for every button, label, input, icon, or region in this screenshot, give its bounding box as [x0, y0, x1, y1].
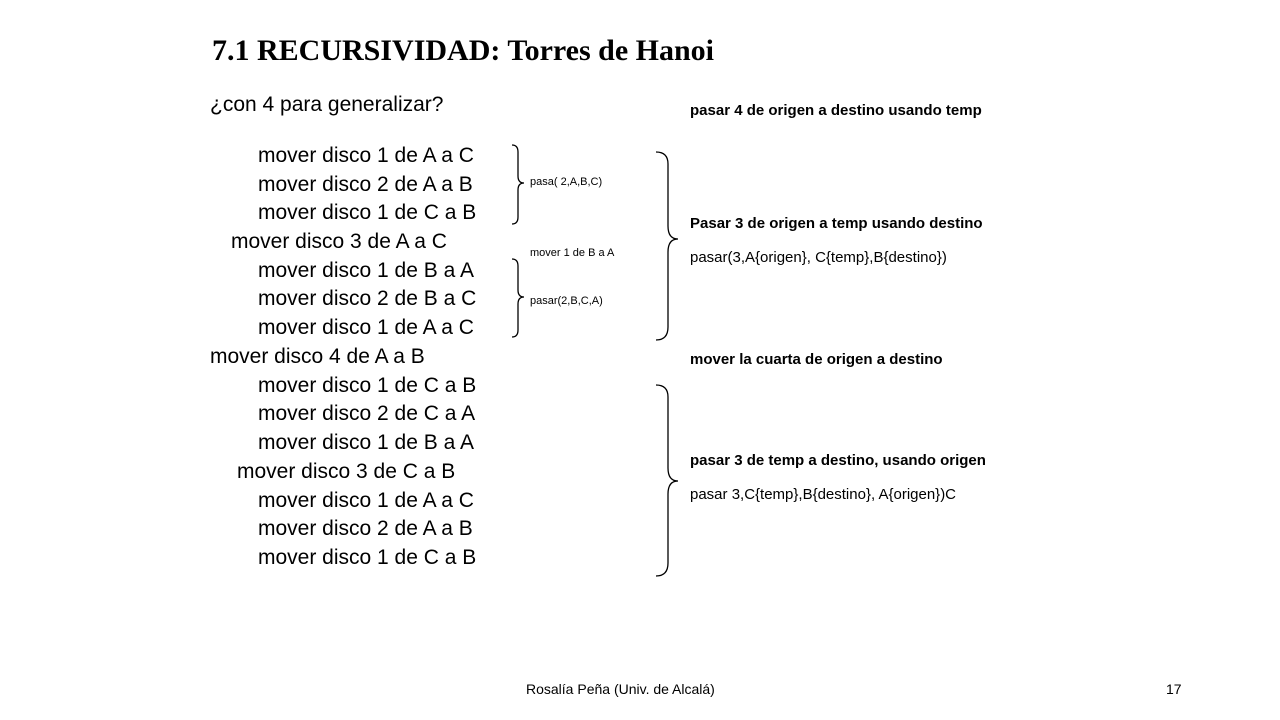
page-number: 17	[1166, 681, 1182, 697]
note-upper-group: pasa( 2,A,B,C)	[530, 176, 603, 188]
move-step: mover disco 2 de A a B	[258, 173, 473, 196]
step2-title: Pasar 3 de origen a temp usando destino	[690, 215, 983, 232]
move-step: mover disco 1 de B a A	[258, 259, 474, 282]
move-step: mover disco 4 de A a B	[210, 345, 425, 368]
move-step: mover disco 1 de C a B	[258, 546, 477, 569]
step3-text: mover la cuarta de origen a destino	[690, 351, 943, 368]
large-brace-lower	[656, 385, 678, 576]
step2-call: pasar(3,A{origen}, C{temp},B{destino})	[690, 249, 947, 266]
move-step: mover disco 1 de A a C	[258, 489, 474, 512]
move-step: mover disco 2 de B a C	[258, 287, 477, 310]
slide-title: 7.1 RECURSIVIDAD: Torres de Hanoi	[212, 34, 715, 67]
note-middle-move: mover 1 de B a A	[530, 247, 615, 259]
note-lower-group: pasar(2,B,C,A)	[530, 295, 603, 307]
small-brace-upper	[512, 145, 524, 224]
move-step: mover disco 1 de C a B	[258, 201, 477, 224]
step1-text: pasar 4 de origen a destino usando temp	[690, 102, 982, 119]
step4-title: pasar 3 de temp a destino, usando origen	[690, 452, 986, 469]
large-brace-upper	[656, 152, 678, 340]
footer-author: Rosalía Peña (Univ. de Alcalá)	[526, 681, 715, 697]
move-step: mover disco 3 de A a C	[231, 230, 447, 253]
move-step: mover disco 1 de B a A	[258, 431, 474, 454]
small-brace-lower	[512, 259, 524, 337]
move-step: mover disco 2 de C a A	[258, 402, 476, 425]
step4-call: pasar 3,C{temp},B{destino}, A{origen})C	[690, 486, 957, 503]
move-step: mover disco 2 de A a B	[258, 517, 473, 540]
question-text: ¿con 4 para generalizar?	[210, 93, 444, 116]
move-step: mover disco 1 de A a C	[258, 316, 474, 339]
move-step: mover disco 1 de C a B	[258, 374, 477, 397]
move-step: mover disco 3 de C a B	[237, 460, 456, 483]
move-step: mover disco 1 de A a C	[258, 144, 474, 167]
